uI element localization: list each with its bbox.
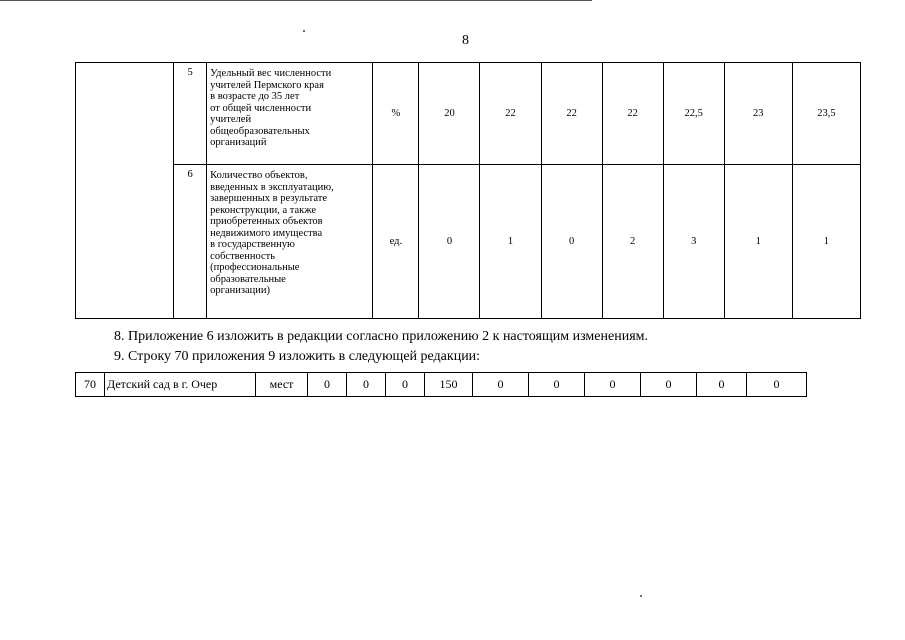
value-cell: 0 — [347, 373, 386, 397]
value-cell: 22 — [602, 63, 663, 165]
value-cell: 22,5 — [663, 63, 724, 165]
value-cell: 1 — [724, 165, 792, 319]
object-name: Детский сад в г. Очер — [105, 373, 256, 397]
value-cell: 0 — [697, 373, 747, 397]
value-cell: 0 — [419, 165, 480, 319]
value-cell: 0 — [529, 373, 585, 397]
value-cell: 2 — [602, 165, 663, 319]
value-cell: 22 — [541, 63, 602, 165]
table-row — [76, 165, 861, 319]
table-row — [76, 373, 807, 397]
value-cell: 150 — [425, 373, 473, 397]
top-border-line — [0, 0, 592, 1]
unit-cell: % — [373, 63, 419, 165]
value-cell: 22 — [480, 63, 541, 165]
row-number: 70 — [76, 373, 105, 397]
page-number: 8 — [462, 33, 469, 48]
scan-speck — [303, 30, 305, 32]
paragraph-8: 8. Приложение 6 изложить в редакции согласно приложению 2 к настоящим изменениям. — [114, 329, 648, 344]
value-cell: 0 — [541, 165, 602, 319]
value-cell: 23,5 — [792, 63, 860, 165]
row-number: 6 — [174, 165, 207, 319]
value-cell: 3 — [663, 165, 724, 319]
unit-cell: ед. — [373, 165, 419, 319]
value-cell: 0 — [585, 373, 641, 397]
value-cell: 1 — [480, 165, 541, 319]
indicators-table — [75, 62, 861, 319]
value-cell: 20 — [419, 63, 480, 165]
empty-merged-cell — [76, 63, 174, 319]
value-cell: 1 — [792, 165, 860, 319]
value-cell: 0 — [641, 373, 697, 397]
unit-cell: мест — [256, 373, 308, 397]
paragraph-9: 9. Строку 70 приложения 9 изложить в следующей редакции: — [114, 349, 481, 364]
value-cell: 0 — [747, 373, 807, 397]
scan-speck — [640, 595, 642, 597]
value-cell: 23 — [724, 63, 792, 165]
row70-table — [75, 372, 807, 397]
row-number: 5 — [174, 63, 207, 165]
indicator-description: Удельный вес численности учителей Пермского края в возрасте до 35 лет от общей численности учителей общеобразовательных организаций — [207, 63, 373, 165]
value-cell: 0 — [386, 373, 425, 397]
value-cell: 0 — [473, 373, 529, 397]
indicator-description: Количество объектов, введенных в эксплуатацию, завершенных в результате реконструкции, а также приобретенных объектов недвижимого имущества в государственную собственность (профессиональные образовательные организации) — [207, 165, 373, 319]
table-row — [76, 63, 861, 165]
value-cell: 0 — [308, 373, 347, 397]
